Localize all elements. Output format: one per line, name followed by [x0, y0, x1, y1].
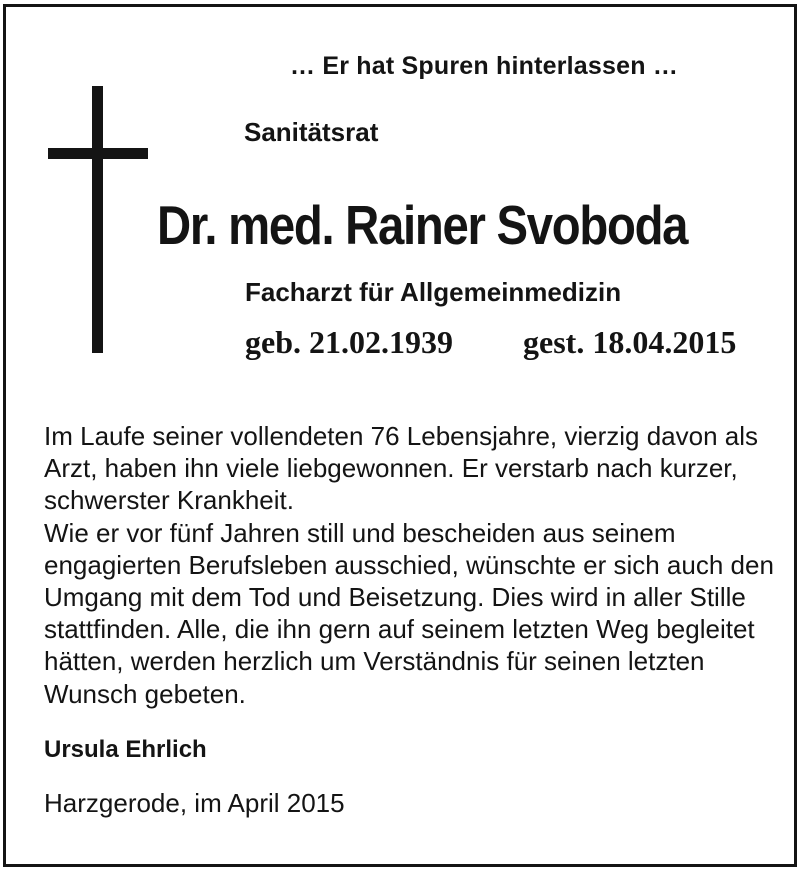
motto-line: … Er hat Spuren hinterlassen …	[290, 52, 679, 80]
medical-specialty: Facharzt für Allgemeinmedizin	[245, 277, 622, 307]
body-paragraph-1: Im Laufe seiner vollendeten 76 Lebensjahre, vierzig davon als Arzt, haben ihn viele liebgewonnen. Er verstarb nach kurzer, schwerster Krankheit.	[44, 421, 759, 516]
deceased-name: Dr. med. Rainer Svoboda	[157, 194, 688, 256]
honorary-title: Sanitätsrat	[244, 117, 379, 147]
death-date: gest. 18.04.2015	[523, 324, 737, 360]
body-paragraph-2: Wie er vor fünf Jahren still und bescheiden aus seinem engagierten Berufsleben ausschied, wünschte er sich auch den Umgang mit dem Tod und Beisetzung. Dies wird in aller Stille stattfinden. Alle, die ihn gern auf seinem letzten Weg begleitet hätten, werden herzlich um Verständnis für seinen letzten Wunsch gebeten.	[44, 517, 774, 709]
birth-date: geb. 21.02.1939	[245, 324, 453, 360]
notice-body	[44, 420, 774, 710]
cross-horizontal-bar	[48, 148, 148, 159]
signer-name: Ursula Ehrlich	[44, 736, 207, 763]
place-and-date: Harzgerode, im April 2015	[44, 788, 345, 818]
cross-vertical-bar	[92, 86, 103, 353]
